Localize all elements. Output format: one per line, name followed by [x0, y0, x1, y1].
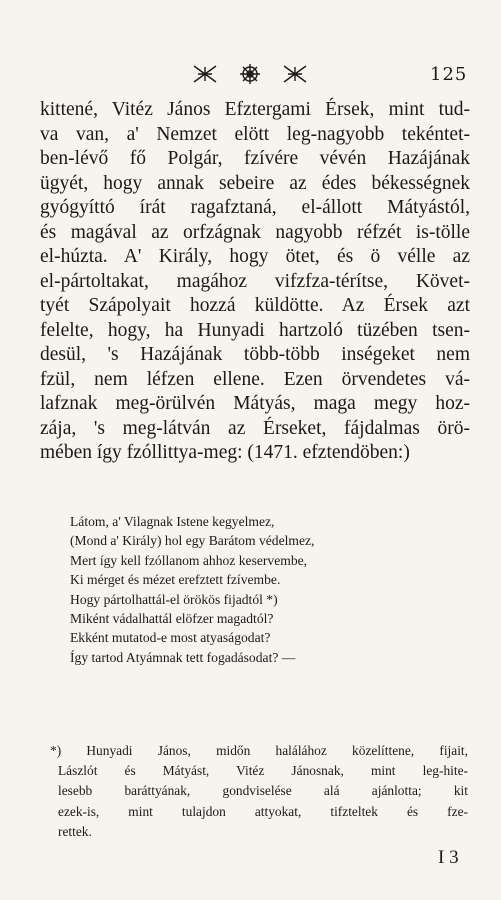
text-line: kittené, Vitéz János Efztergami Érsek, mint tud- — [40, 99, 470, 120]
page-number: 125 — [430, 64, 468, 85]
footnote-line: rettek. — [58, 823, 92, 839]
text-line: tyét Szápolyait hozzá küldötte. Az Érsek azt — [40, 295, 470, 316]
verse-line: Miként vádalhattál elöfzer magadtól? — [70, 610, 274, 626]
verse-line: (Mond a' Király) hol egy Barátom védelmez, — [70, 533, 315, 549]
text-line: gyógyíttó írát ragafztaná, el-állott Mátyástól, — [40, 197, 470, 218]
text-line: lafznak meg-örülvén Mátyás, maga megy hoz- — [40, 393, 470, 414]
verse-line: Ekként mutatod-e most atyaságodat? — [70, 630, 271, 646]
text-line: zája, 's meg-látván az Érseket, fájdalmas örö- — [40, 417, 470, 439]
verse-line: Mert így kell fzóllanom ahhoz keservembe, — [70, 552, 308, 568]
text-line: el-húzta. A' Király, hogy ötet, és ö vélle az — [40, 246, 470, 267]
text-line: ben-lévő fő Polgár, fzívére vévén Hazájának — [40, 148, 470, 169]
footnote-line: ezek-is, mint tulajdon attyokat, tifzteltek és fze- — [58, 803, 468, 819]
text-line: ügyét, hogy annak sebeire az édes békességnek — [40, 172, 470, 194]
footnote — [50, 741, 468, 842]
text-line: el-pártoltakat, magához vifzfza-térítse, Követ- — [40, 270, 470, 292]
footnote-line: *) Hunyadi János, midőn halálához közelíttene, fijait, — [50, 743, 468, 758]
text-line: fzül, nem léfzen ellene. Ezen örvendetes vá- — [40, 368, 470, 390]
page-header — [0, 62, 501, 92]
footnote-line: Lászlót és Mátyást, Vitéz Jánosnak, mint leg-hite- — [58, 763, 468, 779]
decorative-fleuron-icon — [190, 62, 310, 86]
text-line: va van, a' Nemzet elött leg-nagyobb tekéntet- — [40, 123, 470, 145]
text-line: desül, 's Hazájának több-több inségeket nem — [40, 344, 470, 365]
text-line: mében így fzóllittya-meg: (1471. efztendöben:) — [40, 442, 410, 463]
verse-line: Látom, a' Vilagnak Istene kegyelmez, — [70, 514, 275, 529]
verse-line: Hogy pártolhattál-el örökös fijadtól *) — [70, 591, 278, 607]
poem-verse — [70, 512, 390, 667]
signature-mark: I 3 — [438, 847, 459, 868]
footnote-line: lesebb baráttyának, gondviselése alá ajánlotta; kit — [58, 783, 468, 799]
verse-line: Így tartod Atyámnak tett fogadásodat? — — [70, 649, 296, 665]
text-line: felelte, hogy, ha Hunyadi hartzoló tüzében tsen- — [40, 319, 470, 341]
verse-line: Ki mérget és mézet erefztett fzívembe. — [70, 572, 281, 588]
body-paragraph — [40, 98, 470, 466]
text-line: és magával az orfzágnak nagyobb réfzét is-tölle — [40, 221, 470, 243]
